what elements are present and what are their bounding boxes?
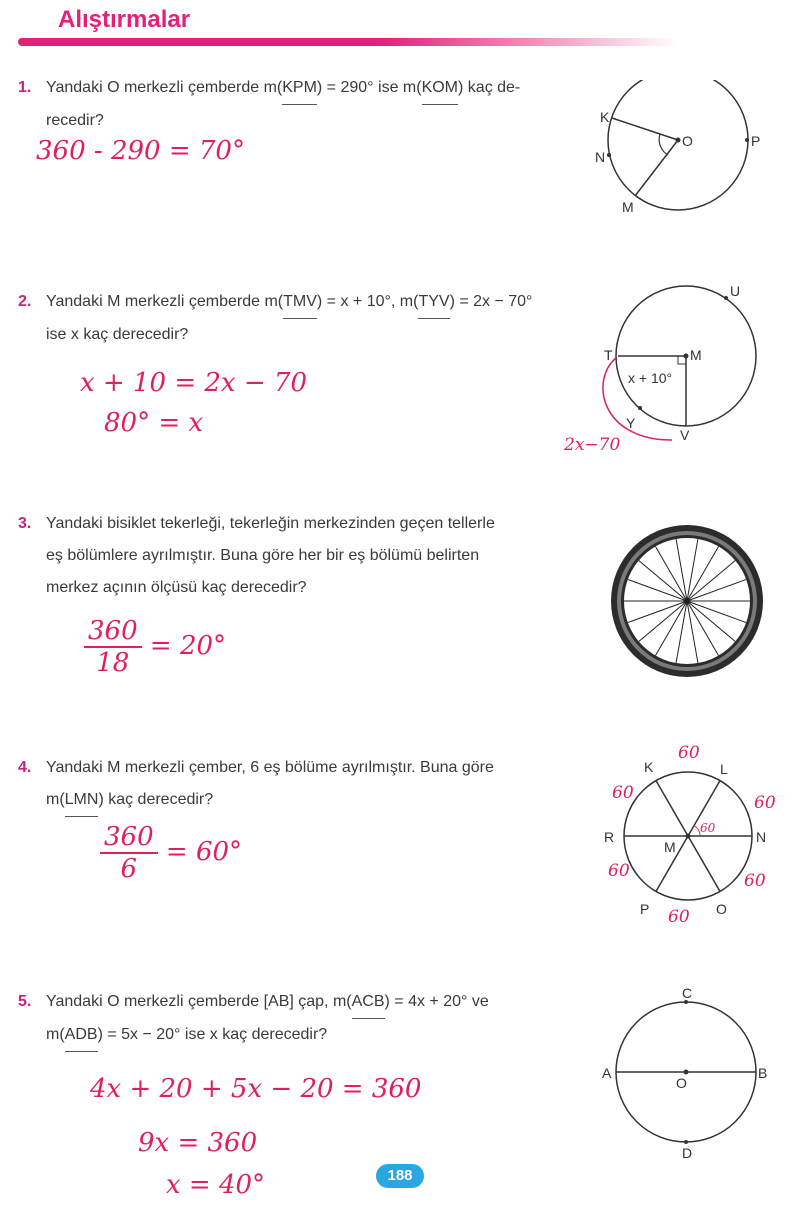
arc-label: TMV	[283, 286, 317, 319]
angle-annotation: 60	[700, 821, 716, 835]
arc-label: TYV	[418, 286, 449, 319]
label-o: O	[716, 901, 727, 917]
annotation: 60	[612, 783, 634, 803]
label-b: B	[758, 1065, 768, 1081]
question-number: 3.	[18, 515, 32, 532]
question-number: 2.	[18, 293, 32, 310]
handwritten-answer: $\frac{360}{6}$ = 60°	[100, 822, 242, 884]
handwritten-step-1: x + 10 = 2x − 70	[80, 368, 307, 398]
question-4	[18, 752, 558, 817]
label-m: M	[622, 199, 634, 215]
label-n: N	[756, 829, 767, 845]
label-t: T	[604, 347, 613, 363]
label-v: V	[680, 427, 690, 443]
label-c: C	[682, 985, 693, 1001]
label-r: R	[604, 829, 615, 845]
label-p: P	[751, 133, 761, 149]
label-u: U	[730, 283, 741, 299]
annotation: 60	[754, 793, 776, 813]
figure-q1	[590, 80, 770, 230]
figure-q2	[560, 280, 770, 465]
label-m: M	[664, 839, 676, 855]
annotation: 60	[608, 861, 630, 881]
label-k: K	[644, 759, 654, 775]
annotation: 60	[668, 907, 690, 927]
question-1	[18, 72, 558, 137]
annotation: 60	[744, 871, 766, 891]
arc-label: ADB	[65, 1019, 98, 1052]
question-5	[18, 986, 558, 1052]
angle-label: x + 10°	[628, 370, 673, 386]
label-a: A	[602, 1065, 612, 1081]
label-n: N	[595, 149, 606, 165]
arc-annotation: 2x−70	[564, 435, 621, 455]
page-number: 188	[376, 1164, 424, 1188]
handwritten-answer: $\frac{360}{18}$ = 20°	[84, 616, 226, 678]
title-underline	[18, 38, 678, 46]
handwritten-step-2: 80° = x	[104, 408, 204, 438]
question-text: Yandaki bisiklet tekerleği, tekerleğin merkezinden geçen tellerle eş bölümlere ayrılmıştır. Buna göre her bir eş bölümü belirten merkez açının ölçüsü kaç derecedir?	[46, 515, 495, 596]
bicycle-wheel-figure	[606, 520, 768, 682]
handwritten-step-2: 9x = 360	[138, 1128, 258, 1158]
question-number: 4.	[18, 759, 32, 776]
page-title: Alıştırmalar	[58, 6, 191, 33]
question-number: 1.	[18, 79, 32, 96]
arc-label: LMN	[65, 784, 99, 817]
label-y: Y	[626, 415, 636, 431]
label-o: O	[676, 1075, 687, 1091]
handwritten-answer: 360 - 290 = 70°	[36, 136, 245, 166]
label-d: D	[682, 1145, 693, 1161]
question-3	[18, 508, 558, 604]
question-text: Yandaki O merkezli çemberde m(KPM) = 290° ise m(KOM) kaç de- recedir?	[46, 72, 558, 137]
label-m: M	[690, 347, 702, 363]
handwritten-step-3: x = 40°	[166, 1170, 266, 1200]
arc-label: KOM	[422, 72, 458, 105]
label-p: P	[640, 901, 650, 917]
handwritten-step-1: 4x + 20 + 5x − 20 = 360	[90, 1074, 422, 1104]
label-k: K	[600, 109, 610, 125]
arc-label: ACB	[352, 986, 385, 1019]
figure-q5	[596, 984, 780, 1164]
figure-q4	[596, 738, 786, 928]
question-text: Yandaki O merkezli çemberde [AB] çap, m(ACB) = 4x + 20° ve m(ADB) = 5x − 20° ise x kaç derecedir?	[46, 986, 558, 1052]
arc-label: KPM	[282, 72, 317, 105]
label-o: O	[682, 133, 693, 149]
annotation: 60	[678, 743, 700, 763]
question-text: Yandaki M merkezli çemberde m(TMV) = x + 10°, m(TYV) = 2x − 70° ise x kaç derecedir?	[46, 286, 558, 351]
label-l: L	[720, 761, 728, 777]
question-number: 5.	[18, 993, 32, 1010]
question-text: Yandaki M merkezli çember, 6 eş bölüme ayrılmıştır. Buna göre m(LMN) kaç derecedir?	[46, 752, 558, 817]
question-2	[18, 286, 558, 351]
